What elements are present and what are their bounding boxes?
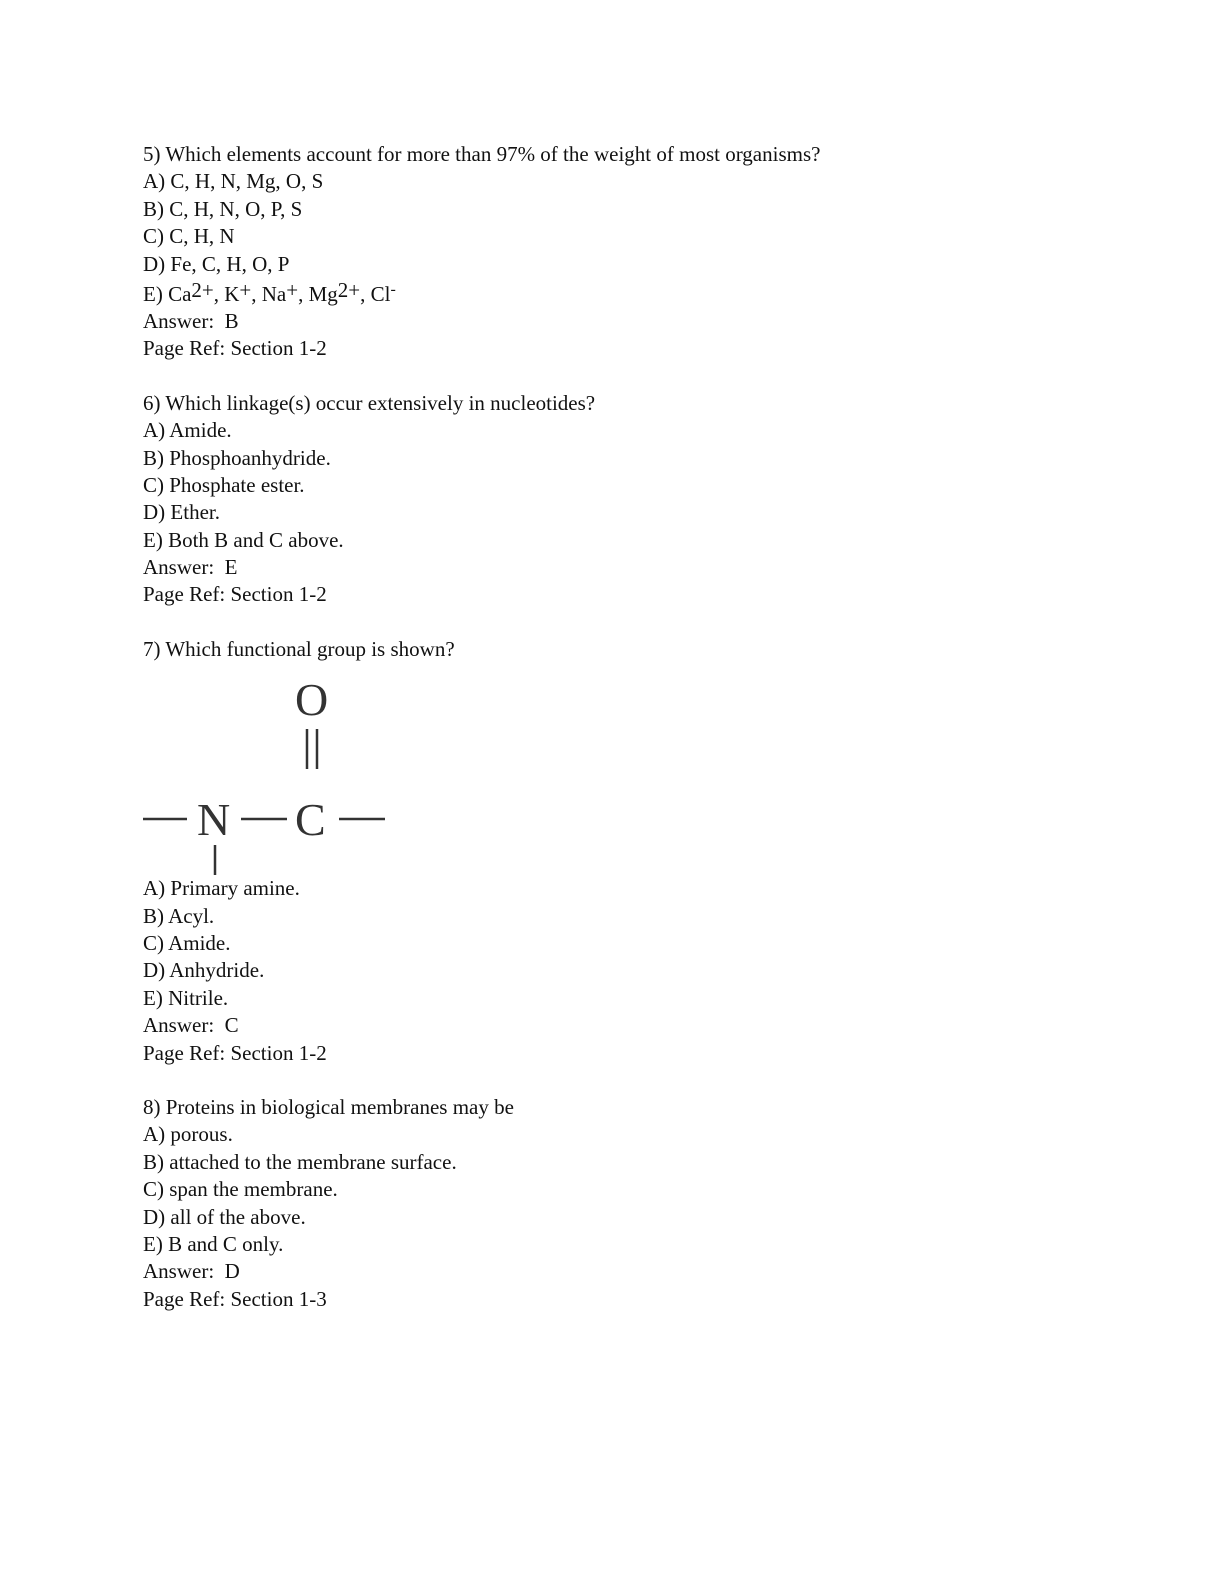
spacer <box>143 1067 1103 1094</box>
question-5-option-a: A) C, H, N, Mg, O, S <box>143 169 324 194</box>
nitrogen-atom: N <box>197 794 231 846</box>
calcium-charge: 2+ <box>191 277 214 302</box>
chloride-label: , Cl <box>360 281 391 306</box>
question-6-text: 6) Which linkage(s) occur extensively in nucleotides? <box>143 390 596 415</box>
question-6-option-c: C) Phosphate ester. <box>143 472 305 497</box>
question-8-option-c: C) span the membrane. <box>143 1177 338 1202</box>
question-7-answer: Answer: C <box>143 1013 239 1038</box>
question-5 <box>143 141 1103 363</box>
question-5-option-c: C) C, H, N <box>143 224 235 249</box>
question-7-option-e: E) Nitrile. <box>143 985 229 1010</box>
question-5-pageref: Page Ref: Section 1-2 <box>143 336 327 361</box>
option-e-prefix: E) Ca <box>143 281 192 306</box>
chloride-charge: - <box>390 280 396 298</box>
question-5-option-d: D) Fe, C, H, O, P <box>143 251 290 276</box>
question-5-option-e <box>143 278 1103 308</box>
spacer <box>143 609 1103 636</box>
question-8-pageref: Page Ref: Section 1-3 <box>143 1286 327 1311</box>
question-8-option-d: D) all of the above. <box>143 1204 306 1229</box>
question-7-option-b: B) Acyl. <box>143 903 215 928</box>
question-6-option-e: E) Both B and C above. <box>143 527 344 552</box>
question-8 <box>143 1094 1103 1313</box>
question-7-option-a: A) Primary amine. <box>143 876 300 901</box>
question-8-text: 8) Proteins in biological membranes may be <box>143 1094 514 1119</box>
question-6-option-d: D) Ether. <box>143 500 220 525</box>
sodium-label: , Na <box>251 281 287 306</box>
carbon-atom: C <box>295 794 326 846</box>
question-6-answer: Answer: E <box>143 555 238 580</box>
question-6 <box>143 390 1103 609</box>
amide-structure-diagram <box>143 663 403 875</box>
question-6-option-b: B) Phosphoanhydride. <box>143 445 331 470</box>
question-8-option-b: B) attached to the membrane surface. <box>143 1149 457 1174</box>
question-5-text: 5) Which elements account for more than 97% of the weight of most organisms? <box>143 142 821 166</box>
magnesium-label: , Mg <box>298 281 338 306</box>
potassium-charge: + <box>239 277 252 302</box>
amide-structure-svg <box>143 663 403 875</box>
question-8-option-e: E) B and C only. <box>143 1231 284 1256</box>
sodium-charge: + <box>286 277 299 302</box>
question-7-text: 7) Which functional group is shown? <box>143 636 455 661</box>
spacer <box>143 363 1103 390</box>
oxygen-atom: O <box>295 674 329 726</box>
question-5-option-b: B) C, H, N, O, P, S <box>143 196 303 221</box>
question-7 <box>143 636 1103 1067</box>
question-7-option-c: C) Amide. <box>143 931 231 956</box>
question-5-answer: Answer: B <box>143 308 239 333</box>
magnesium-charge: 2+ <box>337 277 361 302</box>
question-7-pageref: Page Ref: Section 1-2 <box>143 1040 327 1065</box>
question-8-option-a: A) porous. <box>143 1122 233 1147</box>
question-8-answer: Answer: D <box>143 1259 240 1284</box>
potassium-label: , K <box>213 281 240 306</box>
document-page <box>143 141 1103 1313</box>
question-6-pageref: Page Ref: Section 1-2 <box>143 582 327 607</box>
question-7-option-d: D) Anhydride. <box>143 958 265 983</box>
question-6-option-a: A) Amide. <box>143 418 232 443</box>
